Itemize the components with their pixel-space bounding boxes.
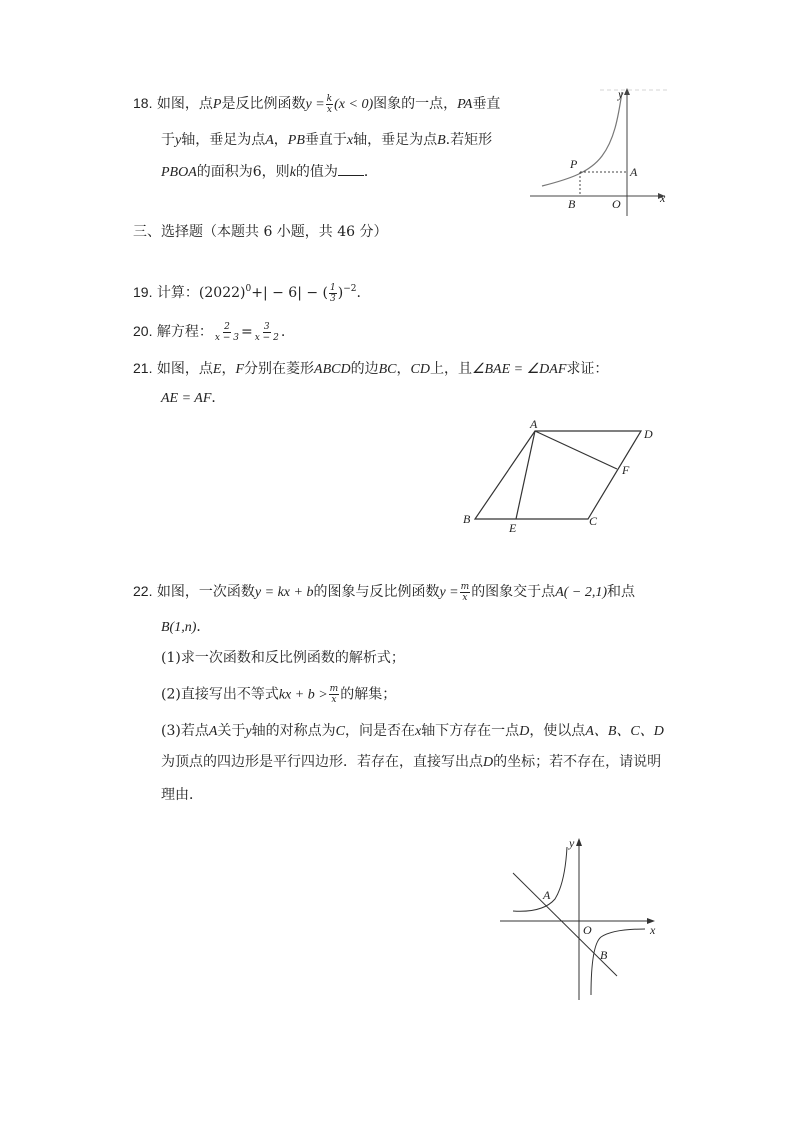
label-O: O [612,197,621,211]
q18-line2: 于y轴，垂足为点A，PB垂直于x轴，垂足为点B.若矩形 [161,132,493,148]
q21-line2: AE = AF． [161,390,226,406]
q20-fraction-right: $\frac{3}{x - 2}$ [254,321,279,343]
q19-line: 19. 计算：$(2022)^0+| - 6|$ − ( $\frac{1}{3}$ )$^{-2}$. [133,282,361,304]
label-y: y [569,836,575,850]
q18-line3: PBOA的面积为6，则k的值为 ． [161,164,378,180]
q22-number: 22. [133,583,153,599]
label-C: C [589,514,598,528]
q22-figure [495,833,670,1005]
q22-part3-line2: 为顶点的四边形是平行四边形．若存在，直接写出点D的坐标；若不存在，请说明 [161,754,662,770]
answer-blank [338,163,364,176]
label-B: B [463,512,471,526]
q20-number: 20. [133,323,153,339]
label-A: A [630,165,638,179]
label-A: A [543,888,551,902]
q19-number: 19. [133,284,153,300]
y-axis-arrow [576,838,582,846]
label-D: D [644,427,653,441]
q22-line2: B(1,n)． [161,619,211,635]
q18-number: 18. [133,95,153,111]
hyperbola-branch-left [513,847,567,911]
label-B: B [568,197,576,211]
q21-figure [458,415,668,539]
label-B: B [600,948,608,962]
hyperbola-branch-right [591,929,645,995]
q18-figure [530,84,675,220]
rhombus-ABCD [475,431,641,519]
segment-AF [535,431,617,469]
q22-part3-line3: 理由． [161,787,203,803]
label-P: P [570,157,578,171]
label-O: O [583,923,592,937]
q20-line: 20. 解方程： $\frac{2}{x - 3}$ = $\frac{3}{x - 2}$ . [133,321,286,343]
label-x: x [660,191,666,205]
label-E: E [509,521,517,535]
label-F: F [622,463,630,477]
q21-line1: 21. 如图，点E，F分别在菱形ABCD的边BC，CD上，且∠BAE = ∠DAF求证： [133,360,609,377]
q18-line1: 18. 如图，点P是反比例函数y = $\frac{k}{x}$ (x < 0)图象的一点，PA垂直 [133,93,501,115]
q22-line1: 22. 如图，一次函数y = kx + b的图象与反比例函数y = $\frac{m}{x}$ 的图象交于点A( − 2,1)和点 [133,581,636,603]
label-x: x [650,923,656,937]
q20-fraction-left: $\frac{2}{x - 3}$ [214,321,239,343]
label-y: y [618,87,624,101]
section-heading: 三、选择题（本题共 6 小题，共 46 分） [133,224,388,240]
q22-fraction: $\frac{m}{x}$ [460,581,470,603]
q22-part1: (1)求一次函数和反比例函数的解析式； [161,650,405,666]
q18-fraction: $\frac{k}{x}$ [326,93,333,115]
label-A: A [530,417,538,431]
q19-fraction: $\frac{1}{3}$ [330,282,336,304]
q22-part3-line1: (3)若点A关于y轴的对称点为C，问是否在x轴下方存在一点D，使以点A、B、C、D [161,723,664,739]
y-axis-arrow [624,88,630,95]
q21-number: 21. [133,360,153,376]
q22-part2: (2)直接写出不等式kx + b > $\frac{m}{x}$ 的解集； [161,684,397,705]
q22-part2-fraction: $\frac{m}{x}$ [329,684,339,705]
